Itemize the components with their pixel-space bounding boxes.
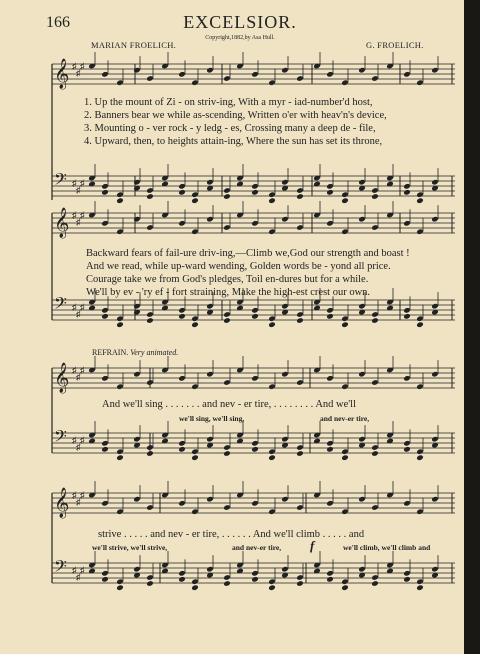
verse-line-7: Courage take we from God's pledges, Toil en-dures but for a while. bbox=[86, 274, 369, 285]
svg-text:𝄞: 𝄞 bbox=[54, 59, 70, 89]
system4-lower-lyric: we'll climb, we'll climb and bbox=[343, 543, 431, 552]
svg-text:𝄞: 𝄞 bbox=[54, 208, 70, 238]
svg-text:♯: ♯ bbox=[72, 178, 77, 188]
words-credit: MARIAN FROELICH. bbox=[91, 40, 177, 50]
verse-line-3: 3. Mounting o - ver rock - y ledg - es, Crossing many a deep de - file, bbox=[84, 123, 376, 134]
system4-lower-lyric: and nev-er tire, bbox=[232, 543, 282, 552]
refrain-lower-lyric: and nev-er tire, bbox=[320, 414, 370, 423]
page-spine bbox=[464, 0, 480, 654]
svg-text:♯: ♯ bbox=[72, 302, 77, 312]
svg-text:♯: ♯ bbox=[76, 372, 81, 382]
music-credit: G. FROELICH. bbox=[366, 40, 424, 50]
tempo-marking: Very animated. bbox=[130, 348, 179, 357]
svg-text:♯: ♯ bbox=[72, 61, 77, 71]
verse-line-4: 4. Upward, then, to heights attain-ing, Where the sun has set its throne, bbox=[84, 136, 383, 147]
svg-text:♯: ♯ bbox=[72, 210, 77, 220]
svg-text:♯: ♯ bbox=[80, 435, 85, 445]
svg-text:♯: ♯ bbox=[72, 490, 77, 500]
svg-text:𝄢: 𝄢 bbox=[54, 556, 67, 580]
copyright-line: Copyright,1882,by Asa Hull. bbox=[205, 35, 275, 41]
verse-line-5: Backward fears of fail-ure driv-ing,—Climb we,God our strength and boast ! bbox=[86, 248, 410, 259]
svg-text:♯: ♯ bbox=[76, 68, 81, 78]
svg-text:𝄞: 𝄞 bbox=[54, 488, 70, 518]
svg-text:♯: ♯ bbox=[76, 185, 81, 195]
refrain-lower-lyric: we'll sing, we'll sing, bbox=[179, 414, 245, 423]
verse-line-1: 1. Up the mount of Zi - on striv-ing, With a myr - iad-number'd host, bbox=[84, 97, 373, 108]
svg-text:♯: ♯ bbox=[80, 490, 85, 500]
verse-line-8: We'll by ev - 'ry ef - fort straining, Make the high-est crest our own. bbox=[86, 287, 371, 298]
svg-text:♯: ♯ bbox=[72, 365, 77, 375]
svg-text:♯: ♯ bbox=[80, 178, 85, 188]
dynamic-forte: f bbox=[310, 538, 315, 553]
verse-line-6: And we read, while up-ward wending, Golden words be - yond all price. bbox=[86, 261, 391, 272]
svg-text:♯: ♯ bbox=[76, 497, 81, 507]
svg-text:𝄢: 𝄢 bbox=[54, 426, 67, 450]
svg-text:♯: ♯ bbox=[72, 435, 77, 445]
system4-lower-lyric: we'll strive, we'll strive, bbox=[92, 543, 168, 552]
svg-text:♯: ♯ bbox=[72, 565, 77, 575]
svg-text:𝄞: 𝄞 bbox=[54, 363, 70, 393]
system4-upper-lyric: strive . . . . . and nev - er tire, . . . . . . And we'll climb . . . . . and bbox=[98, 529, 365, 540]
svg-text:♯: ♯ bbox=[76, 309, 81, 319]
svg-text:♯: ♯ bbox=[80, 565, 85, 575]
svg-text:♯: ♯ bbox=[76, 442, 81, 452]
refrain-label: REFRAIN. Very animated. bbox=[92, 348, 179, 357]
svg-text:♯: ♯ bbox=[76, 217, 81, 227]
svg-text:𝄢: 𝄢 bbox=[54, 169, 67, 193]
svg-text:♯: ♯ bbox=[76, 572, 81, 582]
refrain-upper-lyric: And we'll sing . . . . . . . and nev - er tire, . . . . . . . . And we'll bbox=[102, 399, 356, 410]
hymn-title: EXCELSIOR. bbox=[183, 12, 297, 32]
page-number: 166 bbox=[46, 14, 70, 31]
svg-text:𝄢: 𝄢 bbox=[54, 293, 67, 317]
svg-text:♯: ♯ bbox=[80, 210, 85, 220]
verse-line-2: 2. Banners bear we while as-scending, Written o'er with heav'n's device, bbox=[84, 110, 387, 121]
svg-text:♯: ♯ bbox=[80, 365, 85, 375]
svg-text:♯: ♯ bbox=[80, 61, 85, 71]
svg-text:♯: ♯ bbox=[80, 302, 85, 312]
